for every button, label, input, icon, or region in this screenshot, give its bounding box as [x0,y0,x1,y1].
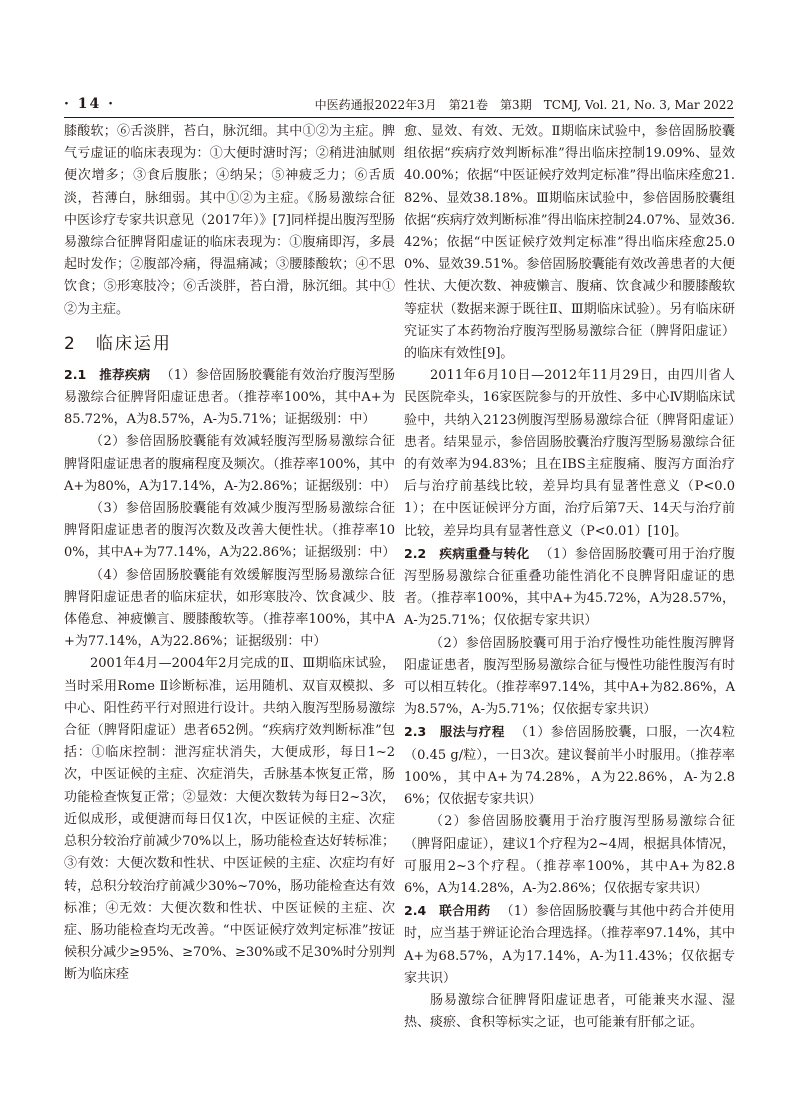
paragraph: （2）参倍固肠胶囊能有效减轻腹泻型肠易激综合征脾肾阳虚证患者的腹痛程度及频次。（推荐率100%，其中A+为80%，A为17.14%，A-为2.86%；证据级别：中） [64,434,397,494]
paragraph: 2011年6月10日—2012年11月29日，由四川省人民医院牵头，16家医院参与的开放性、多中心Ⅳ期临床试验中，共纳入2123例腹泻型肠易激综合征（脾肾阳虚证）患者。结果显示，参倍固肠胶囊治疗腹泻型肠易激综合征的有效率为94.83%；且在IBS主症腹痛、腹泻方面治疗后与治疗前基线比较，差异均具有显著性意义（P<0.01）；在中医证候评分方面，治疗后第7天、14天与治疗前比较，差异均具有显著性意义（P<0.01）[10]。 [404,368,735,539]
subsection-text: （1）参倍固肠胶囊与其他中药合并使用时，应当基于辨证论治合理选择。（推荐率97.14%，其中A+为68.57%，A为17.14%，A-为11.43%；仅依据专家共识） [404,904,735,986]
subsection-text: （1）参倍固肠胶囊，口服，一次4粒（0.45 g/粒），一日3次。建议餐前半小时服用。（推荐率100%，其中A+为74.28%，A为22.86%，A-为2.86%；仅依据专家共识） [404,725,735,808]
paragraph: 2001年4月—2004年2月完成的Ⅱ、Ⅲ期临床试验，当时采用Rome Ⅱ诊断标准，运用随机、双盲双模拟、多中心、阳性药平行对照进行设计。共纳入腹泻型肠易激综合征（脾肾阳虚证）患者652例。“疾病疗效判断标准”包括：①临床控制：泄泻症状消失，大便成形，每日1~2次，中医证候的主症、次症消失，舌脉基本恢复正常，肠功能检查恢复正常；②显效：大便次数转为每日2~3次，近似成形，或便溏而每日仅1次，中医证候的主症、次症总积分较治疗前减少70%以上，肠功能检查达好转标准；③有效：大便次数和性状、中医证候的主症、次症均有好转，总积分较治疗前减少30%~70%，肠功能检查达有效标准；④无效：大便次数和性状、中医证候的主症、次症、肠功能检查均无改善。“中医证候疗效判定标准”按证候积分减少≥95%、≥70%、≥30%或不足30%时分别判断为临床痊 [64,656,395,983]
right-column [404,121,735,1034]
subsection-paragraph [404,543,735,633]
subsection-paragraph [64,364,395,432]
paragraph: 肠易激综合征脾肾阳虚证患者，可能兼夹水湿、湿热、痰瘀、食积等标实之证，也可能兼有肝郁之证。 [404,992,735,1031]
subsection-heading: 2.3 服法与疗程 [404,724,505,740]
subsection-paragraph [404,721,735,811]
journal-running-header: 中医药通报2022年3月 第21卷 第3期 TCMJ, Vol. 21, No. 3, Mar 2022 [314,98,734,112]
left-column [64,121,395,987]
subsection-text: （1）参倍固肠胶囊可用于治疗腹泻型肠易激综合征重叠功能性消化不良脾肾阳虚证的患者。（推荐率100%，其中A+为45.72%，A为28.57%，A-为25.71%；仅依据专家共识） [404,546,735,629]
subsection-heading: 2.4 联合用药 [404,903,491,919]
paragraph: （2）参倍固肠胶囊用于治疗腹泻型肠易激综合征（脾肾阳虚证），建议1个疗程为2~4周，根据具体情况，可服用2~3个疗程。（推荐率100%，其中A+为82.86%，A为14.28%，A-为2.86%；仅依据专家共识） [404,814,735,896]
paragraph: 膝酸软；⑥舌淡胖，苔白，脉沉细。其中①②为主症。脾气亏虚证的临床表现为：①大便时溏时泻；②稍进油腻则便次增多；③食后腹胀；④纳呆；⑤神疲乏力；⑥舌质淡，苔薄白，脉细弱。其中①②为主症。《肠易激综合征中医诊疗专家共识意见（2017年）》[7]同样提出腹泻型肠易激综合征脾肾阳虚证的临床表现为：①腹痛即泻，多晨起时发作；②腹部冷痛，得温痛减；③腰膝酸软；④不思饮食；⑤形寒肢冷；⑥舌淡胖，苔白滑，脉沉细。其中①②为主症。 [64,124,395,317]
subsection-heading: 2.1 推荐疾病 [64,366,151,382]
subsection-text: （1）参倍固肠胶囊能有效治疗腹泻型肠易激综合征脾肾阳虚证患者。（推荐率100%，其中A+为85.72%，A为8.57%，A-为5.71%；证据级别：中） [64,367,395,428]
subsection-heading: 2.2 疾病重叠与转化 [404,545,530,561]
subsection-paragraph [404,900,735,990]
page-number: · 14 · [64,96,115,112]
paragraph: （2）参倍固肠胶囊可用于治疗慢性功能性腹泻脾肾阳虚证患者，腹泻型肠易激综合征与慢性功能性腹泻有时可以相互转化。（推荐率97.14%，其中A+为82.86%，A为8.57%，A-为5.71%；仅依据专家共识） [404,635,735,718]
paragraph: 愈、显效、有效、无效。Ⅱ期临床试验中，参倍固肠胶囊组依据“疾病疗效判断标准”得出临床控制19.09%、显效40.00%；依据“中医证候疗效判定标准”得出临床痊愈21.82%、显效38.18%。Ⅲ期临床试验中，参倍固肠胶囊组依据“疾病疗效判断标准”得出临床控制24.07%、显效36.42%；依据“中医证候疗效判定标准”得出临床痊愈25.00%、显效39.51%。参倍固肠胶囊能有效改善患者的大便性状、大便次数、神疲懒言、腹痛、饮食减少和腰膝酸软等症状（数据来源于既往Ⅱ、Ⅲ期临床试验）。另有临床研究证实了本药物治疗腹泻型肠易激综合征（脾肾阳虚证）的临床有效性[9]。 [404,124,735,362]
section-heading: 2 临床运用 [64,333,172,354]
paragraph: （4）参倍固肠胶囊能有效缓解腹泻型肠易激综合征脾肾阳虚证患者的临床症状，如形寒肢冷、饮食减少、肢体倦怠、神疲懒言、腰膝酸软等。（推荐率100%，其中A+为77.14%，A为22.86%；证据级别：中） [64,567,395,650]
paragraph: （3）参倍固肠胶囊能有效减少腹泻型肠易激综合征脾肾阳虚证患者的腹泻次数及改善大便性状。（推荐率100%，其中A+为77.14%，A为22.86%；证据级别：中） [64,501,396,561]
header-rule [64,117,734,118]
